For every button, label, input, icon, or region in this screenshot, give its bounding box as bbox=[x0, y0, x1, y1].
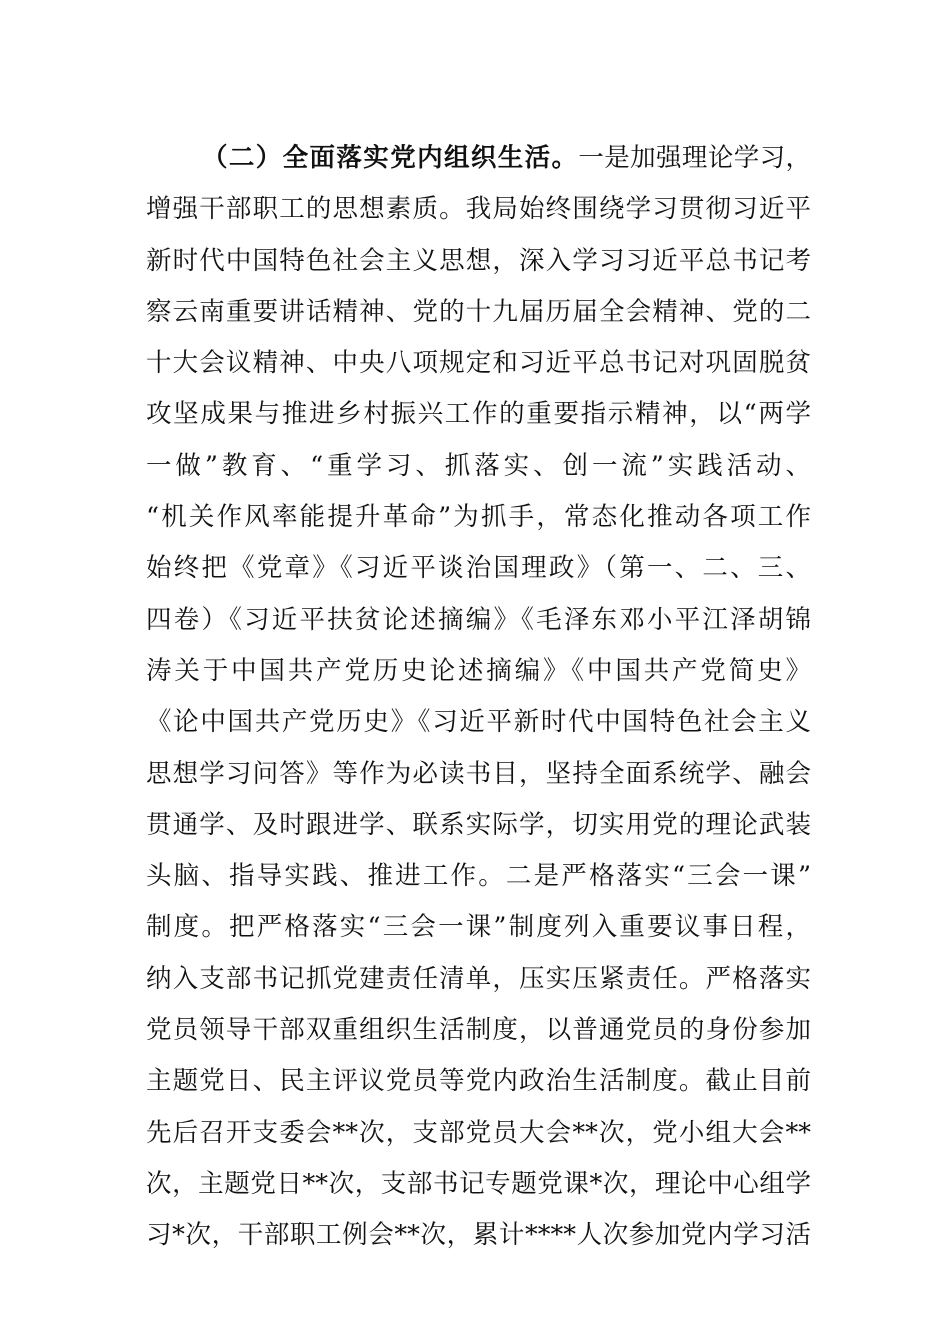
text-line: 四卷）《习近平扶贫论述摘编》《毛泽东邓小平江泽胡锦 bbox=[146, 604, 811, 635]
text-line: 主题党日、民主评议党员等党内政治生活制度。截止目前 bbox=[146, 1066, 811, 1097]
text-line: 一做”教育、“重学习、抓落实、创一流”实践活动、 bbox=[146, 450, 811, 481]
text-line: 攻坚成果与推进乡村振兴工作的重要指示精神，以“两学 bbox=[146, 399, 811, 430]
first-line-text: 一是加强理论学习， bbox=[578, 143, 811, 173]
text-line: 头脑、指导实践、推进工作。二是严格落实“三会一课” bbox=[146, 861, 811, 892]
text-line: 察云南重要讲话精神、党的十九届历届全会精神、党的二 bbox=[146, 296, 811, 327]
text-line: 十大会议精神、中央八项规定和习近平总书记对巩固脱贫 bbox=[146, 348, 811, 379]
text-line: 《论中国共产党历史》《习近平新时代中国特色社会主义 bbox=[146, 707, 811, 738]
text-line: 思想学习问答》等作为必读书目，坚持全面系统学、融会 bbox=[146, 758, 811, 789]
text-line: 涛关于中国共产党历史论述摘编》《中国共产党简史》 bbox=[146, 655, 811, 686]
text-line: 纳入支部书记抓党建责任清单，压实压紧责任。严格落实 bbox=[146, 963, 811, 994]
section-heading: （二）全面落实党内组织生活。 bbox=[202, 143, 579, 173]
text-line: 制度。把严格落实“三会一课”制度列入重要议事日程， bbox=[146, 912, 811, 943]
text-line: 党员领导干部双重组织生活制度，以普通党员的身份参加 bbox=[146, 1015, 811, 1046]
text-line: 贯通学、及时跟进学、联系实际学，切实用党的理论武装 bbox=[146, 809, 811, 840]
body-paragraph bbox=[146, 133, 811, 1262]
paragraph-first-line bbox=[146, 133, 811, 184]
text-line: 始终把《党章》《习近平谈治国理政》（第一、二、三、 bbox=[146, 553, 811, 584]
text-line: 先后召开支委会**次，支部党员大会**次，党小组大会** bbox=[146, 1117, 811, 1148]
text-line: “机关作风率能提升革命”为抓手，常态化推动各项工作 bbox=[146, 502, 811, 533]
text-line: 新时代中国特色社会主义思想，深入学习习近平总书记考 bbox=[146, 245, 811, 276]
text-line: 次，主题党日**次，支部书记专题党课*次，理论中心组学 bbox=[146, 1168, 811, 1199]
text-line: 增强干部职工的思想素质。我局始终围绕学习贯彻习近平 bbox=[146, 194, 811, 225]
text-line: 习*次，干部职工例会**次，累计****人次参加党内学习活 bbox=[146, 1220, 811, 1251]
